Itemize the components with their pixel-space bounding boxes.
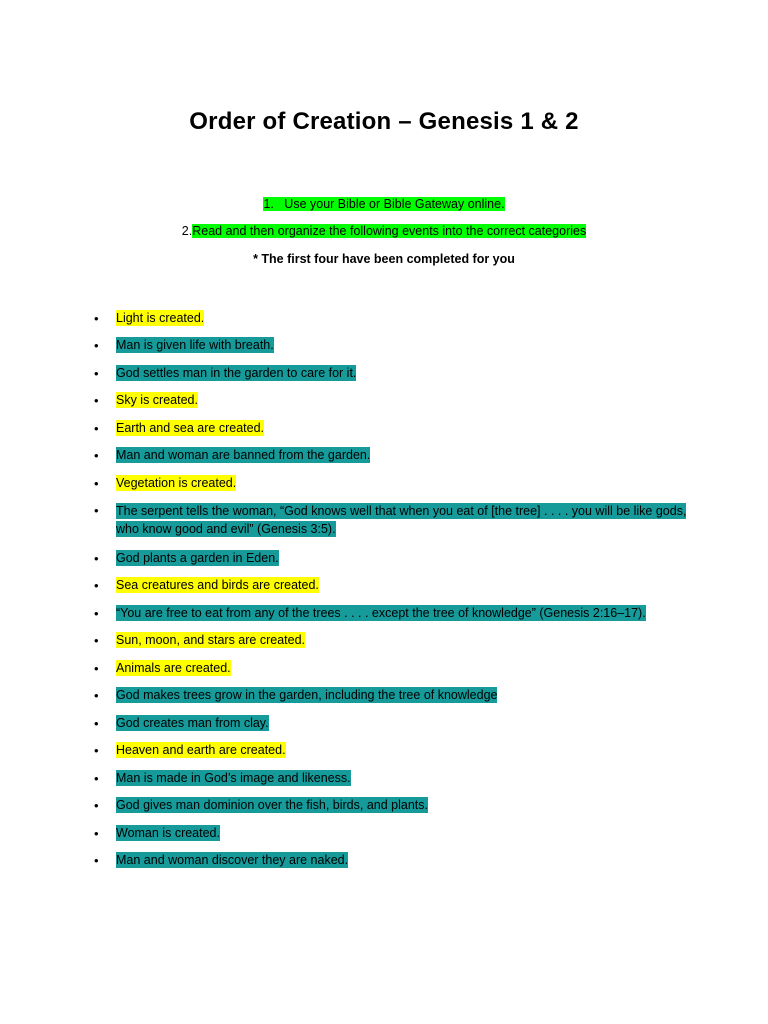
list-item: [88, 447, 708, 464]
list-item: [88, 632, 708, 649]
completion-note: * The first four have been completed for you: [253, 251, 515, 266]
event-text: Man is given life with breath.: [116, 338, 274, 353]
list-item: [88, 770, 708, 787]
list-item: [88, 337, 708, 354]
list-item: [88, 502, 708, 538]
event-text: Earth and sea are created.: [116, 420, 265, 435]
event-text: Sea creatures and birds are created.: [116, 578, 319, 592]
instruction-1-number: 1.: [263, 197, 274, 211]
list-item: [88, 742, 708, 759]
list-item: [88, 825, 708, 842]
event-text: The serpent tells the woman, “God knows well that when you eat of [the tree] . . . . you will be like gods, who know good and evil” (Genesis 3:5).: [116, 504, 687, 537]
event-text: “You are free to eat from any of the trees . . . . except the tree of knowledge” (Genesis 2:16–17).: [116, 605, 646, 620]
instruction-1-text: [263, 197, 504, 211]
list-item: [88, 605, 708, 622]
event-text: God gives man dominion over the fish, birds, and plants.: [116, 798, 428, 812]
list-item: [88, 310, 708, 327]
list-item: [88, 852, 708, 869]
list-item: [88, 577, 708, 594]
event-text: Vegetation is created.: [116, 475, 237, 490]
event-text: Light is created.: [116, 310, 205, 325]
list-item: [88, 392, 708, 409]
list-item: [88, 797, 708, 814]
instruction-1-label: Use your Bible or Bible Gateway online.: [284, 197, 505, 211]
instructions-block: [0, 196, 768, 266]
instruction-item-2: [0, 223, 768, 240]
event-text: Animals are created.: [116, 660, 231, 675]
events-list: [0, 310, 768, 869]
instruction-2-label: Read and then organize the following events into the correct categories: [192, 223, 587, 238]
event-text: Sky is created.: [116, 393, 198, 408]
event-text: God creates man from clay.: [116, 715, 269, 730]
event-text: Man and woman discover they are naked.: [116, 853, 349, 867]
list-item: [88, 475, 708, 492]
event-text: God plants a garden in Eden.: [116, 550, 279, 565]
event-text: Man is made in God’s image and likeness.: [116, 770, 351, 785]
event-text: God makes trees grow in the garden, including the tree of knowledge: [116, 688, 498, 702]
event-text: Sun, moon, and stars are created.: [116, 633, 305, 647]
instruction-2-number: 2.: [181, 223, 193, 238]
list-item: [88, 660, 708, 677]
list-item: [88, 687, 708, 704]
event-text: Man and woman are banned from the garden.: [116, 448, 371, 463]
event-text: Heaven and earth are created.: [116, 743, 286, 757]
list-item: [88, 420, 708, 437]
instruction-item-1: [0, 196, 768, 213]
page-title: Order of Creation – Genesis 1 & 2: [189, 108, 579, 135]
list-item: [88, 715, 708, 732]
list-item: [88, 365, 708, 382]
event-text: Woman is created.: [116, 825, 220, 840]
event-text: God settles man in the garden to care for it.: [116, 365, 357, 380]
list-item: [88, 550, 708, 567]
